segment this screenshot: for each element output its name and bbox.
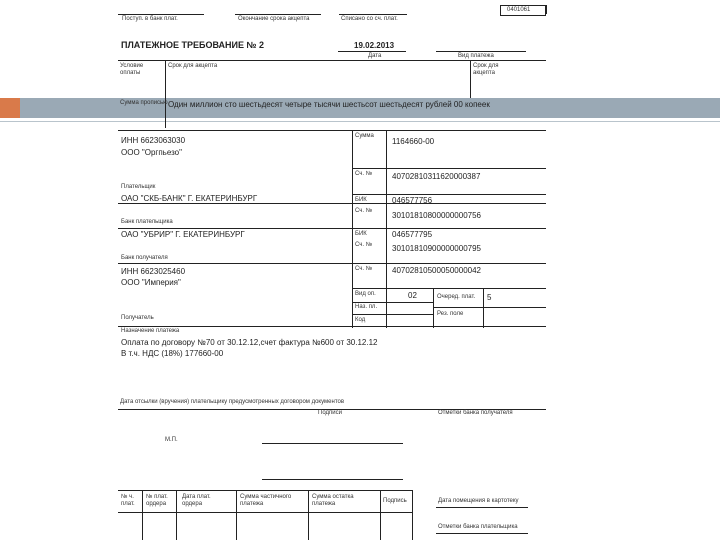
vid-op-label: Вид оп. xyxy=(355,291,376,297)
right-col-label-border xyxy=(386,130,387,328)
amount-words-label: Сумма прописью xyxy=(120,100,168,106)
date-line xyxy=(338,51,406,52)
bik1-value: 046577756 xyxy=(392,196,433,205)
ochered-label: Очеред. плат. xyxy=(437,294,476,300)
received-label: Поступ. в банк плат. xyxy=(122,16,178,22)
date-label: Дата xyxy=(368,53,382,59)
kod-top-rule xyxy=(352,314,433,315)
partial-payments-table xyxy=(118,490,412,540)
payer-bank-marks-label: Отметки банка плательщика xyxy=(438,524,518,530)
terms-top-rule xyxy=(118,60,546,61)
rez-pole-top-rule xyxy=(433,307,546,308)
docs-sent-label: Дата отсылки (вручения) плательщику предусмотренных договором документов xyxy=(120,399,345,405)
payer-bank-bottom-rule xyxy=(118,228,546,229)
payment-type-line xyxy=(436,51,526,52)
bik2-value: 046577795 xyxy=(392,230,433,239)
placement-date-label: Дата помещения в картотеку xyxy=(438,498,519,504)
expiry-label: Окончание срока акцепта xyxy=(238,16,310,22)
sum-bottom-rule xyxy=(352,168,546,169)
table-header-partial-sum: Сумма частичного платежа xyxy=(240,494,292,507)
sum-value: 1164660-00 xyxy=(392,137,435,146)
purpose-label: Назначение платежа xyxy=(121,328,180,334)
naz-pl-label: Наз. пл. xyxy=(355,304,378,310)
slide-accent-square xyxy=(0,98,20,118)
bank-marks-label: Отметки банка получателя xyxy=(438,410,513,416)
bik2-label: БИК xyxy=(355,231,367,237)
signature-line-1 xyxy=(262,443,403,444)
terms-divider-2 xyxy=(470,60,471,98)
table-header-order-date: Дата плат. ордера xyxy=(182,494,211,507)
rez-pole-label: Рез. поле xyxy=(437,311,464,317)
expiry-line xyxy=(235,14,321,15)
right-col-mid-border xyxy=(433,288,434,328)
acc4-label: Сч. № xyxy=(355,266,373,272)
acc1-label: Сч. № xyxy=(355,171,373,177)
slide-accent-rule xyxy=(0,121,720,122)
acc3-value: 30101810900000000795 xyxy=(392,244,481,253)
acceptance-label: Срок для акцепта xyxy=(168,63,218,69)
acc4-value: 40702810500050000042 xyxy=(392,266,481,275)
beneficiary-bank-label: Банк получателя xyxy=(121,255,168,261)
table-header-remaining-sum: Сумма остатка платежа xyxy=(312,494,354,507)
purpose-line-2: В т.ч. НДС (18%) 177660-00 xyxy=(121,349,224,358)
vid-op-value: 02 xyxy=(408,291,417,300)
acc3-label: Сч. № xyxy=(355,242,373,248)
codes-top-rule xyxy=(352,288,546,289)
debited-line xyxy=(339,14,407,15)
purpose-top-rule xyxy=(118,326,546,327)
signature-line-2 xyxy=(262,479,403,480)
document-title: ПЛАТЕЖНОЕ ТРЕБОВАНИЕ № 2 xyxy=(121,40,265,50)
stamp-mp: М.П. xyxy=(165,437,178,443)
table-header-order-no: № плат. ордера xyxy=(146,494,168,507)
beneficiary-inn: ИНН 6623025460 xyxy=(121,267,186,276)
beneficiary-name: ООО "Империя" xyxy=(121,278,181,287)
right-col-mid-border-2 xyxy=(483,288,484,328)
purpose-line-1: Оплата по договору №70 от 30.12.12,счет фактура №600 от 30.12.12 xyxy=(121,338,378,347)
ochered-value: 5 xyxy=(487,293,492,302)
acc1-value: 40702810311620000387 xyxy=(392,172,481,181)
table-header-part-no: № ч. плат. xyxy=(121,494,135,507)
document-date: 19.02.2013 xyxy=(354,41,395,50)
signature-label: Подписи xyxy=(318,410,342,416)
table-header-signature: Подпись xyxy=(383,498,407,504)
placement-date-rule xyxy=(436,507,528,508)
payer-bank-marks-rule xyxy=(436,533,528,534)
beneficiary-label: Получатель xyxy=(121,315,154,321)
sum-label: Сумма xyxy=(355,133,374,139)
naz-pl-top-rule xyxy=(352,302,433,303)
acc2-value: 30101810800000000756 xyxy=(392,211,481,220)
amount-words-value: Один миллион сто шестьдесят четыре тысячи шестьсот шестьдесят рублей 00 копеек xyxy=(168,100,490,109)
amount-bottom-rule xyxy=(118,130,546,131)
payer-bank-name: ОАО "СКБ-БАНК" Г. ЕКАТЕРИНБУРГ xyxy=(121,194,258,203)
debited-label: Списано со сч. плат. xyxy=(341,16,398,22)
acceptance-period-label: Срок для акцепта xyxy=(473,63,499,76)
payer-inn: ИНН 6623063030 xyxy=(121,136,186,145)
payer-bank-label: Банк плательщика xyxy=(121,219,173,225)
terms-divider-1 xyxy=(165,60,166,98)
beneficiary-bank-bottom-rule xyxy=(118,263,546,264)
right-col-left-border xyxy=(352,130,353,328)
payer-name: ООО "Оргпьезо" xyxy=(121,148,182,157)
frame-edge xyxy=(546,5,547,14)
payer-label: Плательщик xyxy=(121,184,156,190)
acc2-label: Сч. № xyxy=(355,208,373,214)
bik1-top-rule xyxy=(352,194,546,195)
beneficiary-bank-name: ОАО "УБРИР" Г. ЕКАТЕРИНБУРГ xyxy=(121,230,245,239)
kod-label: Код xyxy=(355,317,366,323)
received-line xyxy=(118,14,204,15)
payer-bottom-rule xyxy=(118,203,546,204)
form-code-box xyxy=(500,5,546,16)
payment-terms-label: Условие оплаты xyxy=(120,63,144,76)
form-code: 0401061 xyxy=(507,7,531,13)
bik1-label: БИК xyxy=(355,197,367,203)
payment-type-label: Вид платежа xyxy=(458,53,494,59)
